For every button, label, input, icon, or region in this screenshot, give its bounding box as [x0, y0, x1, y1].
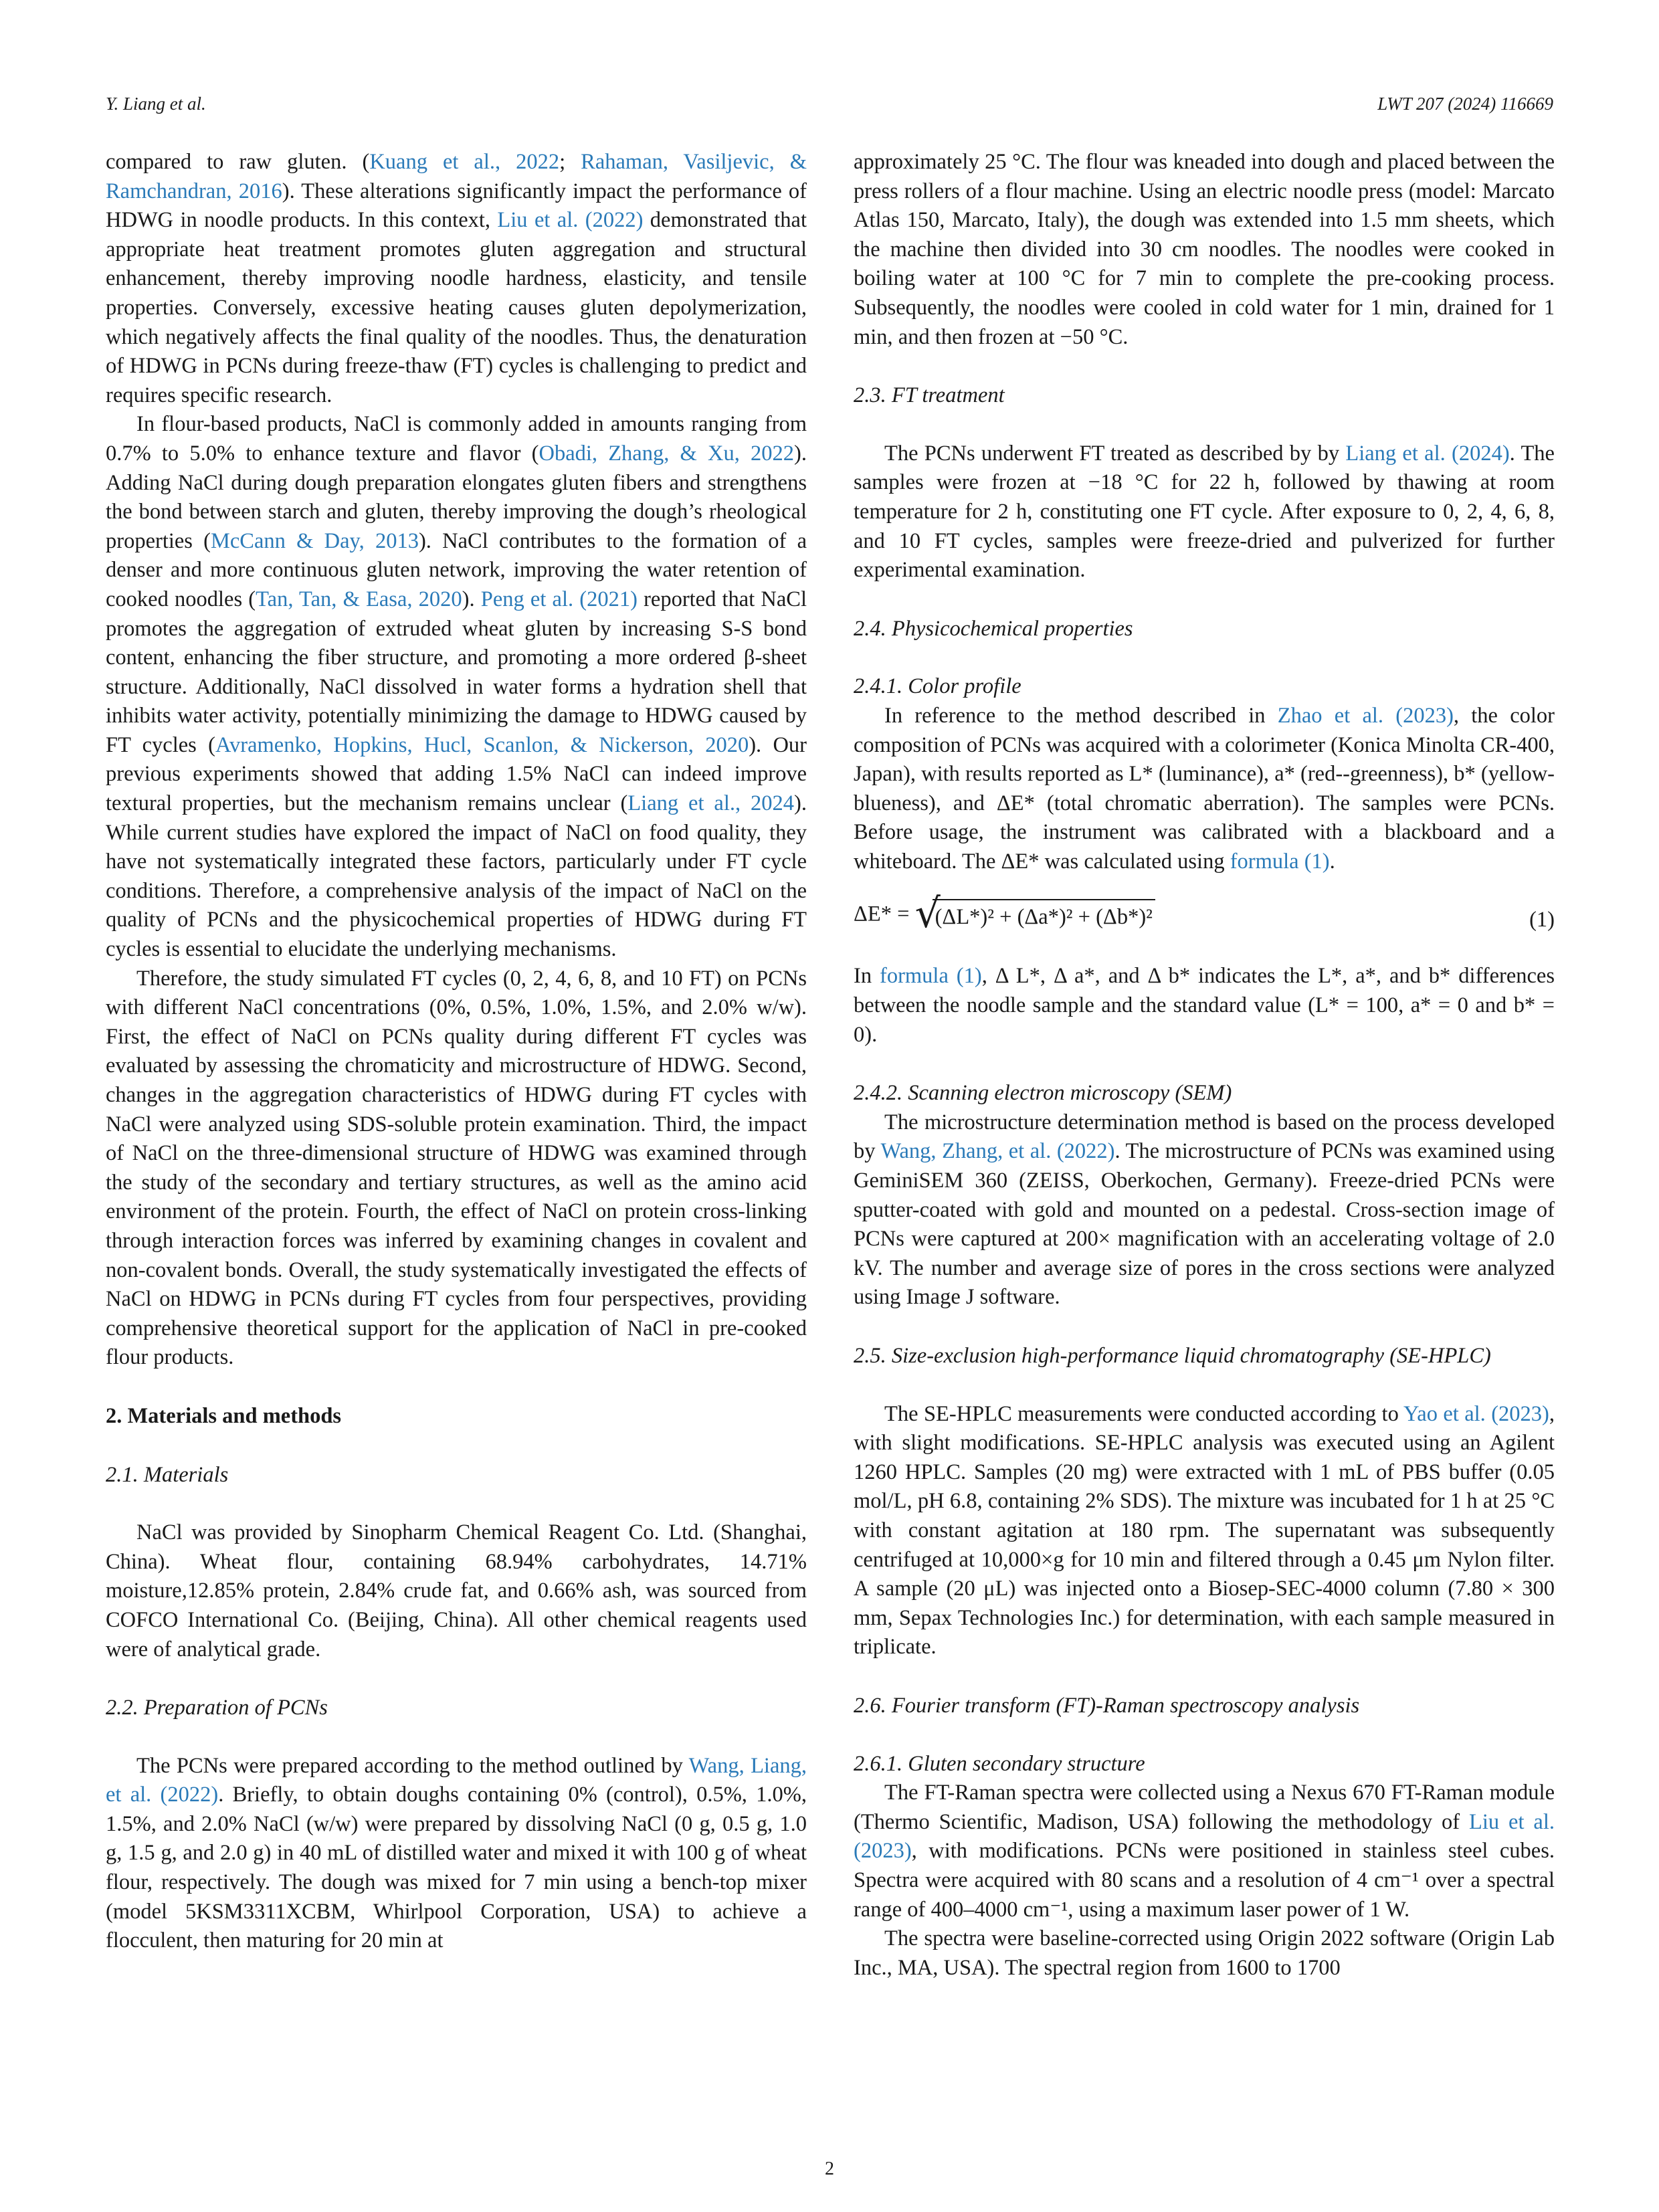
citation-link[interactable]: Liu et al. (2022) — [497, 208, 644, 233]
subsection-heading: 2.4. Physicochemical properties — [854, 616, 1133, 641]
citation-link[interactable]: Liu et al. (2023) — [854, 1809, 1555, 1864]
equation-number: (1) — [1529, 908, 1555, 932]
raman-paragraph-2: The spectra were baseline-corrected using Origin 2022 software (Origin Lab Inc., MA, USA). The spectral region from 1600 to 1700 — [854, 1926, 1555, 1980]
equation-body — [854, 890, 1155, 938]
running-header — [106, 94, 1553, 127]
equation-1 — [854, 891, 1555, 950]
citation-link[interactable]: Kuang et al., 2022 — [369, 150, 560, 174]
citation-link[interactable]: Wang, Liang, et al. (2022) — [106, 1753, 807, 1807]
page-number: 2 — [825, 2158, 834, 2179]
ft-treatment-paragraph: The PCNs underwent FT treated as described by by Liang et al. (2024). The samples were frozen at −18 °C for 22 h, followed by thawing at room temperature for 2 h, constituting one FT cycle. After exposure to 0, 2, 4, 6, 8, and 10 FT cycles, samples were freeze-dried and pulverized for further experimental examination. — [854, 441, 1555, 583]
right-column — [854, 148, 1555, 1983]
subsection-heading: 2.3. FT treatment — [854, 383, 1005, 408]
subsubsection-heading: 2.4.1. Color profile — [854, 674, 1021, 699]
citation-link[interactable]: Liang et al., 2024 — [627, 791, 795, 816]
header-journal: LWT 207 (2024) 116669 — [1377, 94, 1553, 114]
preparation-paragraph: The PCNs were prepared according to the method outlined by Wang, Liang, et al. (2022). Briefly, to obtain doughs containing 0% (control), 0.5%, 1.0%, 1.5%, and 2.0% NaCl (w/w) were prepared by dissolving NaCl (0 g, 0.5 g, 1.0 g, 1.5 g, and 2.0 g) in 40 mL of distilled water and mixed it with 100 g of wheat flour, respectively. The dough was mixed for 7 min using a bench-top mixer (model 5KSM3311XCBM, Whirlpool Corporation, USA) to achieve a flocculent, then maturing for 20 min at — [106, 1753, 807, 1953]
citation-link[interactable]: Rahaman, Vasiljevic, & Ramchandran, 2016 — [106, 150, 807, 203]
formula-link[interactable]: formula (1) — [880, 964, 982, 989]
citation-link[interactable]: Wang, Zhang, et al. (2022) — [880, 1139, 1115, 1164]
radical-icon: √ — [914, 890, 941, 938]
subsection-heading: 2.5. Size-exclusion high-performance liquid chromatography (SE-HPLC) — [854, 1344, 1491, 1368]
preparation-continued-paragraph: approximately 25 °C. The flour was kneaded into dough and placed between the press rollers of a flour machine. Using an electric noodle press (model: Marcato Atlas 150, Marcato, Italy), the dough was extended into 1.5 mm sheets, which the machine then divided into 30 cm noodles. The noodles were cooked in boiling water at 100 °C for 7 min to complete the pre-cooking process. Subsequently, the noodles were cooled in cold water for 1 min, drained for 1 min, and then frozen at −50 °C. — [854, 150, 1555, 349]
equation-lhs: ΔE* = — [854, 902, 910, 926]
left-column — [106, 148, 807, 1956]
citation-link[interactable]: Liang et al. (2024) — [1345, 441, 1510, 466]
equation-explanation: In formula (1), Δ L*, Δ a*, and Δ b* indicates the L*, a*, and b* differences between the noodle sample and the standard value (L* = 100, a* = 0 and b* = 0). — [854, 964, 1555, 1047]
citation-link[interactable]: Zhao et al. (2023) — [1277, 703, 1454, 728]
intro-paragraph-3: Therefore, the study simulated FT cycles (0, 2, 4, 6, 8, and 10 FT) on PCNs with different NaCl concentrations (0%, 0.5%, 1.0%, 1.5%, and 2.0% w/w). First, the effect of NaCl on PCNs quality during different FT cycles was evaluated by assessing the chromaticity and microstructure of HDWG. Second, changes in the aggregation characteristics of HDWG during FT cycles with NaCl were analyzed using SDS-soluble protein examination. Third, the impact of NaCl on the three-dimensional structure of HDWG was examined through the study of the secondary and tertiary structures, as well as the amino acid environment of the protein. Fourth, the effect of NaCl on protein cross-linking through interaction forces was inferred by examining changes in covalent and non-covalent bonds. Overall, the study systematically investigated the effects of NaCl on HDWG in PCNs during FT cycles from four perspectives, providing comprehensive theoretical support for the application of NaCl in pre-cooked flour products. — [106, 966, 807, 1370]
color-profile-paragraph: In reference to the method described in Zhao et al. (2023), the color composition of PCNs was acquired with a colorimeter (Konica Minolta CR-400, Japan), with results reported as L* (luminance), a* (red--greenness), b* (yellow-blueness), and ΔE* (total chromatic aberration). The samples were PCNs. Before usage, the instrument was calibrated with a blackboard and a whiteboard. The ΔE* was calculated using formula (1). — [854, 703, 1555, 874]
sem-paragraph: The microstructure determination method is based on the process developed by Wang, Zhang, et al. (2022). The microstructure of PCNs was examined using GeminiSEM 360 (ZEISS, Oberkochen, Germany). Freeze-dried PCNs were sputter-coated with gold and mounted on a pedestal. Cross-section image of PCNs were captured at 200× magnification with an accelerating voltage of 2.0 kV. The number and average size of pores in the cross sections were analyzed using Image J software. — [854, 1110, 1555, 1310]
citation-link[interactable]: Peng et al. (2021) — [480, 587, 638, 611]
citation-link[interactable]: Obadi, Zhang, & Xu, 2022 — [539, 441, 795, 466]
subsection-heading: 2.2. Preparation of PCNs — [106, 1696, 328, 1720]
subsubsection-heading: 2.4.2. Scanning electron microscopy (SEM) — [854, 1081, 1232, 1106]
materials-paragraph: NaCl was provided by Sinopharm Chemical Reagent Co. Ltd. (Shanghai, China). Wheat flour, containing 68.94% carbohydrates, 14.71% moisture,12.85% protein, 2.84% crude fat, and 0.66% ash, was sourced from COFCO International Co. (Beijing, China). All other chemical reagents used were of analytical grade. — [106, 1520, 807, 1662]
intro-paragraph-2: In flour-based products, NaCl is commonly added in amounts ranging from 0.7% to 5.0% to enhance texture and flavor (Obadi, Zhang, & Xu, 2022). Adding NaCl during dough preparation elongates gluten fibers and strengthens the bond between starch and gluten, thereby improving the dough’s rheological properties (McCann & Day, 2013). NaCl contributes to the formation of a denser and more continuous gluten network, improving the water retention of cooked noodles (Tan, Tan, & Easa, 2020). Peng et al. (2021) reported that NaCl promotes the aggregation of extruded wheat gluten by increasing S-S bond content, enhancing the fiber structure, and promoting a more ordered β-sheet structure. Additionally, NaCl dissolved in water forms a hydration shell that inhibits water activity, potentially minimizing the damage to HDWG caused by FT cycles (Avramenko, Hopkins, Hucl, Scanlon, & Nickerson, 2020). Our previous experiments showed that adding 1.5% NaCl can indeed improve textural properties, but the mechanism remains unclear (Liang et al., 2024). While current studies have explored the impact of NaCl on food quality, they have not systematically integrated these factors, particularly under FT cycle conditions. Therefore, a comprehensive analysis of the impact of NaCl on the quality of PCNs and the physicochemical properties of HDWG during FT cycles is essential to elucidate the underlying mechanisms. — [106, 412, 807, 962]
equation-radicand: (ΔL*)² + (Δa*)² + (Δb*)² — [933, 899, 1155, 932]
citation-link[interactable]: Avramenko, Hopkins, Hucl, Scanlon, & Nickerson, 2020 — [215, 732, 749, 757]
intro-paragraph-1: compared to raw gluten. (Kuang et al., 2022; Rahaman, Vasiljevic, & Ramchandran, 2016). These alterations significantly impact the performance of HDWG in noodle products. In this context, Liu et al. (2022) demonstrated that appropriate heat treatment promotes gluten aggregation and structural enhancement, thereby improving noodle hardness, elasticity, and tensile properties. Conversely, excessive heating causes gluten depolymerization, which negatively affects the final quality of the noodles. Thus, the denaturation of HDWG in PCNs during freeze-thaw (FT) cycles is challenging to predict and requires specific research. — [106, 150, 807, 407]
subsection-heading: 2.6. Fourier transform (FT)-Raman spectroscopy analysis — [854, 1693, 1360, 1718]
raman-paragraph: The FT-Raman spectra were collected using a Nexus 670 FT-Raman module (Thermo Scientific, Madison, USA) following the methodology of Liu et al. (2023), with modifications. PCNs were positioned in stainless steel cubes. Spectra were acquired with 80 scans and a resolution of 4 cm⁻¹ over a spectral range of 400–4000 cm⁻¹, using a maximum laser power of 1 W. — [854, 1781, 1555, 1922]
citation-link[interactable]: McCann & Day, 2013 — [210, 528, 419, 553]
square-root — [914, 890, 1155, 938]
citation-link[interactable]: Yao et al. (2023) — [1403, 1401, 1549, 1426]
citation-link[interactable]: Tan, Tan, & Easa, 2020 — [256, 587, 462, 611]
formula-link[interactable]: formula (1) — [1230, 849, 1330, 874]
subsection-heading: 2.1. Materials — [106, 1462, 229, 1487]
header-authors: Y. Liang et al. — [106, 94, 206, 114]
section-heading: 2. Materials and methods — [106, 1403, 342, 1428]
se-hplc-paragraph: The SE-HPLC measurements were conducted according to Yao et al. (2023), with slight modifications. SE-HPLC analysis was executed using an Agilent 1260 HPLC. Samples (20 mg) were extracted with 1 mL of PBS buffer (0.05 mol/L, pH 6.8, containing 2% SDS). The mixture was incubated for 1 h at 25 °C with constant agitation at 180 rpm. The supernatant was subsequently centrifuged at 10,000×g for 10 min and filtered through a 0.45 μm Nylon filter. A sample (20 μL) was injected onto a Biosep-SEC-4000 column (7.80 × 300 mm, Sepax Technologies Inc.) for determination, with each sample measured in triplicate. — [854, 1401, 1555, 1660]
subsubsection-heading: 2.6.1. Gluten secondary structure — [854, 1751, 1145, 1776]
